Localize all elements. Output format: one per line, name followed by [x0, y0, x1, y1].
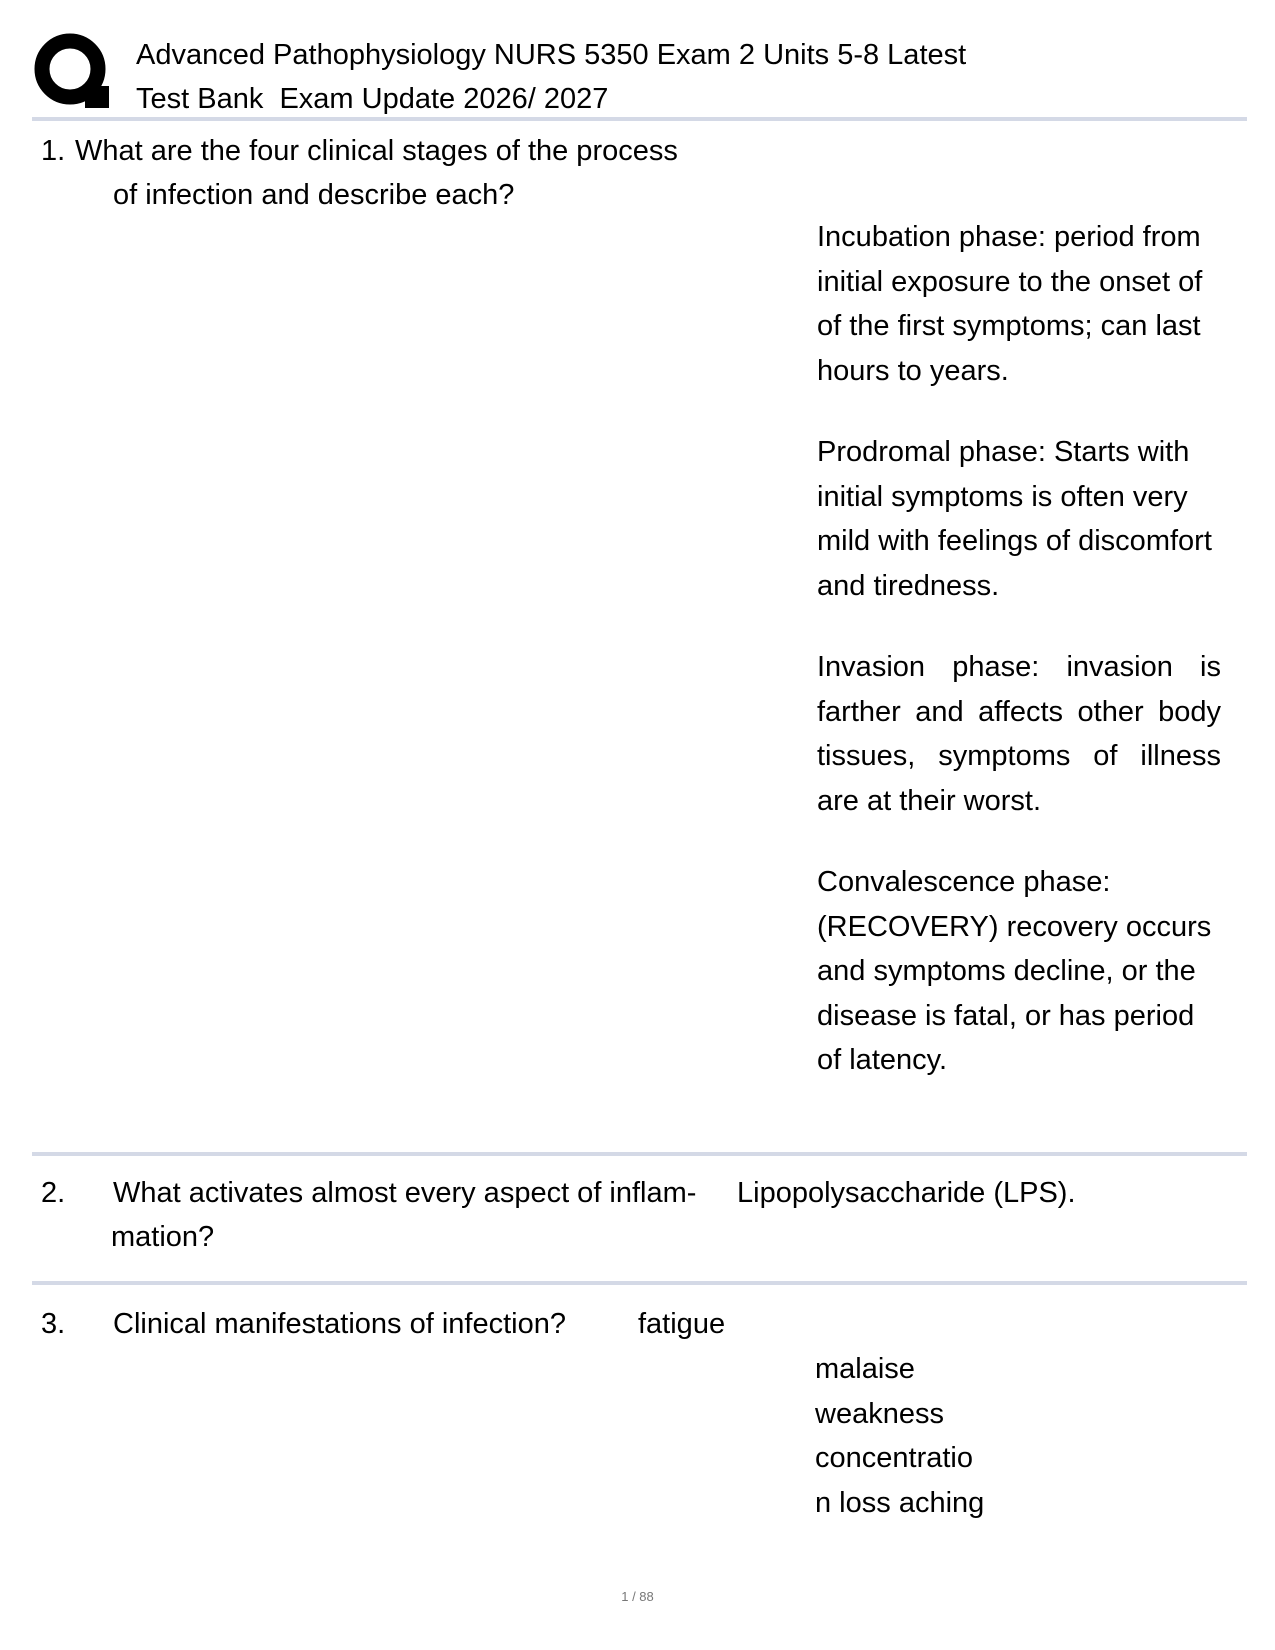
- list-item: weakness: [815, 1397, 944, 1430]
- question-text-line-1: What activates almost every aspect of inflam-: [113, 1177, 697, 1209]
- answer-incubation-phase: Incubation phase: period from initial exposure to the onset of of the first symptoms; can last hours to years.: [817, 221, 1203, 387]
- answer-convalescence-phase: Convalescence phase: (RECOVERY) recovery occurs and symptoms decline, or the disease is fatal, or has period of latency.: [817, 866, 1212, 1076]
- answer-invasion-phase: Invasion phase: invasion is farther and affects other body tissues, symptoms of illness are at their worst.: [817, 651, 1221, 817]
- answer-prodromal-phase: Prodromal phase: Starts with initial symptoms is often very mild with feelings of discomfort and tiredness.: [817, 436, 1212, 602]
- header-divider: [32, 117, 1247, 121]
- list-item: concentratio: [815, 1442, 973, 1474]
- page-indicator: 1 / 88: [621, 1589, 654, 1604]
- document-title: [136, 33, 966, 121]
- question-number: 1.: [41, 135, 66, 167]
- question-text: Clinical manifestations of infection?: [113, 1308, 566, 1340]
- answer-list: [815, 1347, 984, 1525]
- list-item: malaise: [815, 1353, 915, 1385]
- question-divider: [32, 1281, 1247, 1285]
- answer-first-item: fatigue: [638, 1308, 726, 1340]
- title-line-2: Test Bank Exam Update 2026/ 2027: [136, 83, 609, 115]
- answer-column: [817, 215, 1221, 1120]
- brand-logo-icon: [33, 31, 111, 111]
- list-item: n loss aching: [815, 1486, 985, 1519]
- question-divider: [32, 1152, 1247, 1156]
- answer-text: Lipopolysaccharide (LPS).: [737, 1177, 1076, 1209]
- title-line-1: Advanced Pathophysiology NURS 5350 Exam 2 Units 5-8 Latest: [136, 39, 967, 71]
- question-number: 2.: [41, 1177, 66, 1209]
- question-number: 3.: [41, 1308, 66, 1340]
- question-text-line-2: mation?: [111, 1221, 215, 1253]
- question-text-line-1: What are the four clinical stages of the process: [75, 135, 678, 167]
- question-text-line-2: of infection and describe each?: [113, 179, 515, 211]
